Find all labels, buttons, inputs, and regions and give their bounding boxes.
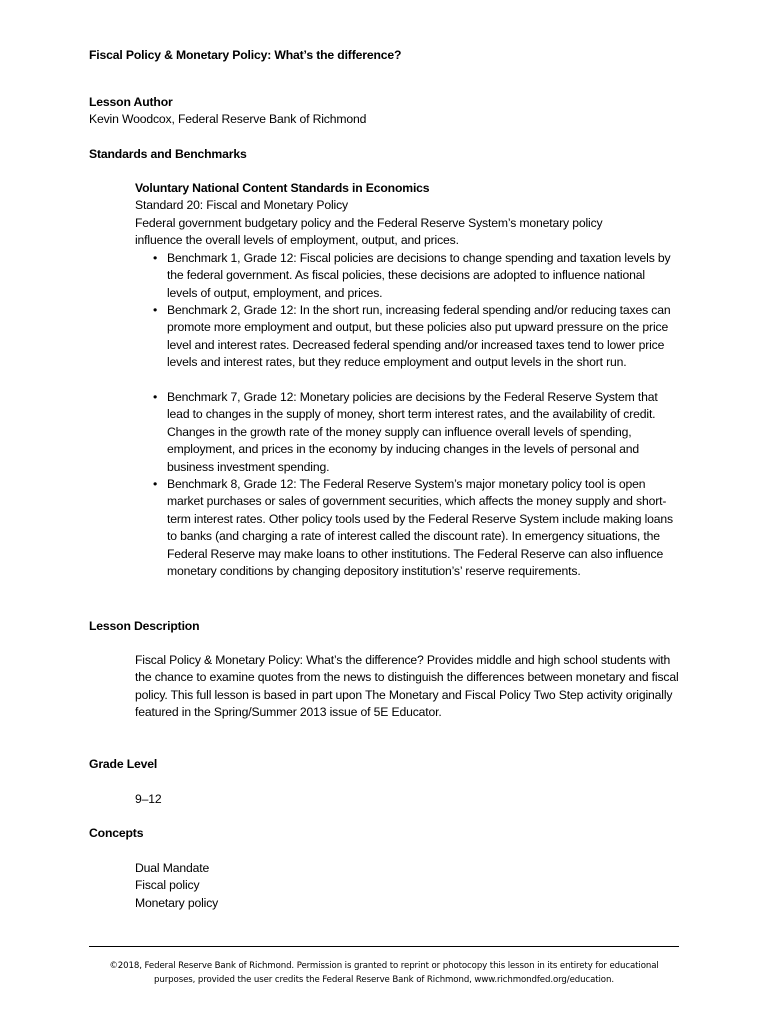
concept-item: Fiscal policy (135, 878, 200, 893)
footer-divider (89, 946, 679, 947)
benchmark-item (135, 302, 675, 389)
lesson-description-heading: Lesson Description (89, 619, 200, 633)
benchmark-item (135, 250, 675, 302)
benchmark-text: Benchmark 1, Grade 12: Fiscal policies are decisions to change spending and taxation levels by the federal government. As fiscal policies, these decisions are adopted to influence national levels of output, employment, and prices. (167, 251, 671, 300)
benchmark-text: Benchmark 2, Grade 12: In the short run, increasing federal spending and/or reducing taxes can promote more employment and output, but these policies also put upward pressure on the price level and interest rates. Decreased federal spending and/or increased taxes tend to lower price levels and interest rates, but they reduce employment and output levels in the short run. (167, 303, 671, 370)
bullet-icon: • (153, 251, 158, 265)
page-title: Fiscal Policy & Monetary Policy: What’s the difference? (89, 48, 402, 62)
concept-item: Dual Mandate (135, 861, 210, 875)
lesson-author-heading: Lesson Author (89, 95, 173, 109)
benchmark-text: Benchmark 7, Grade 12: Monetary policies are decisions by the Federal Reserve System that lead to changes in the supply of money, short term interest rates, and the availability of credit. Changes in the growth rate of the money supply can influence overall levels of spending, employment, and prices in the economy by inducing changes in the levels of personal and business investment spending. (167, 390, 658, 474)
bullet-icon: • (153, 303, 158, 317)
standard-label: Standard 20: Fiscal and Monetary Policy (135, 198, 348, 212)
standard-description: Federal government budgetary policy and the Federal Reserve System’s monetary policy influence the overall levels of employment, output, and prices. (135, 216, 603, 248)
benchmark-list (135, 250, 675, 598)
grade-level-value: 9–12 (135, 792, 162, 806)
concepts-heading: Concepts (89, 826, 144, 840)
bullet-icon: • (153, 390, 158, 404)
bullet-icon: • (153, 477, 158, 491)
standards-subheading: Voluntary National Content Standards in Economics (135, 181, 430, 195)
lesson-description-text: Fiscal Policy & Monetary Policy: What’s the difference? Provides middle and high school students with the chance to examine quotes from the news to distinguish the differences between monetary and fiscal policy. This full lesson is based in part upon The Monetary and Fiscal Policy Two Step activity originally featured in the Spring/Summer 2013 issue of 5E Educator. (135, 653, 679, 720)
standards-heading: Standards and Benchmarks (89, 147, 247, 161)
concept-item: Monetary policy (135, 895, 219, 910)
benchmark-item (135, 389, 675, 476)
benchmark-text: Benchmark 8, Grade 12: The Federal Reserve System’s major monetary policy tool is open market purchases or sales of government securities, which affects the money supply and short-term interest rates. Other policy tools used by the Federal Reserve System include making loans to banks (and charging a rate of interest called the discount rate). In emergency situations, the Federal Reserve may make loans to other institutions. The Federal Reserve can also influence monetary conditions by changing depository institution’s’ reserve requirements. (167, 477, 673, 579)
footer-copyright: ©2018, Federal Reserve Bank of Richmond. Permission is granted to reprint or photocopy this lesson in its entirety for educational purposes, provided the user credits the Federal Reserve Bank of Richmond, www.richmondfed.org/education. (109, 960, 659, 985)
lesson-author-name: Kevin Woodcox, Federal Reserve Bank of Richmond (89, 112, 367, 126)
benchmark-item (135, 476, 675, 598)
concepts-list (135, 860, 680, 912)
grade-level-heading: Grade Level (89, 757, 158, 771)
